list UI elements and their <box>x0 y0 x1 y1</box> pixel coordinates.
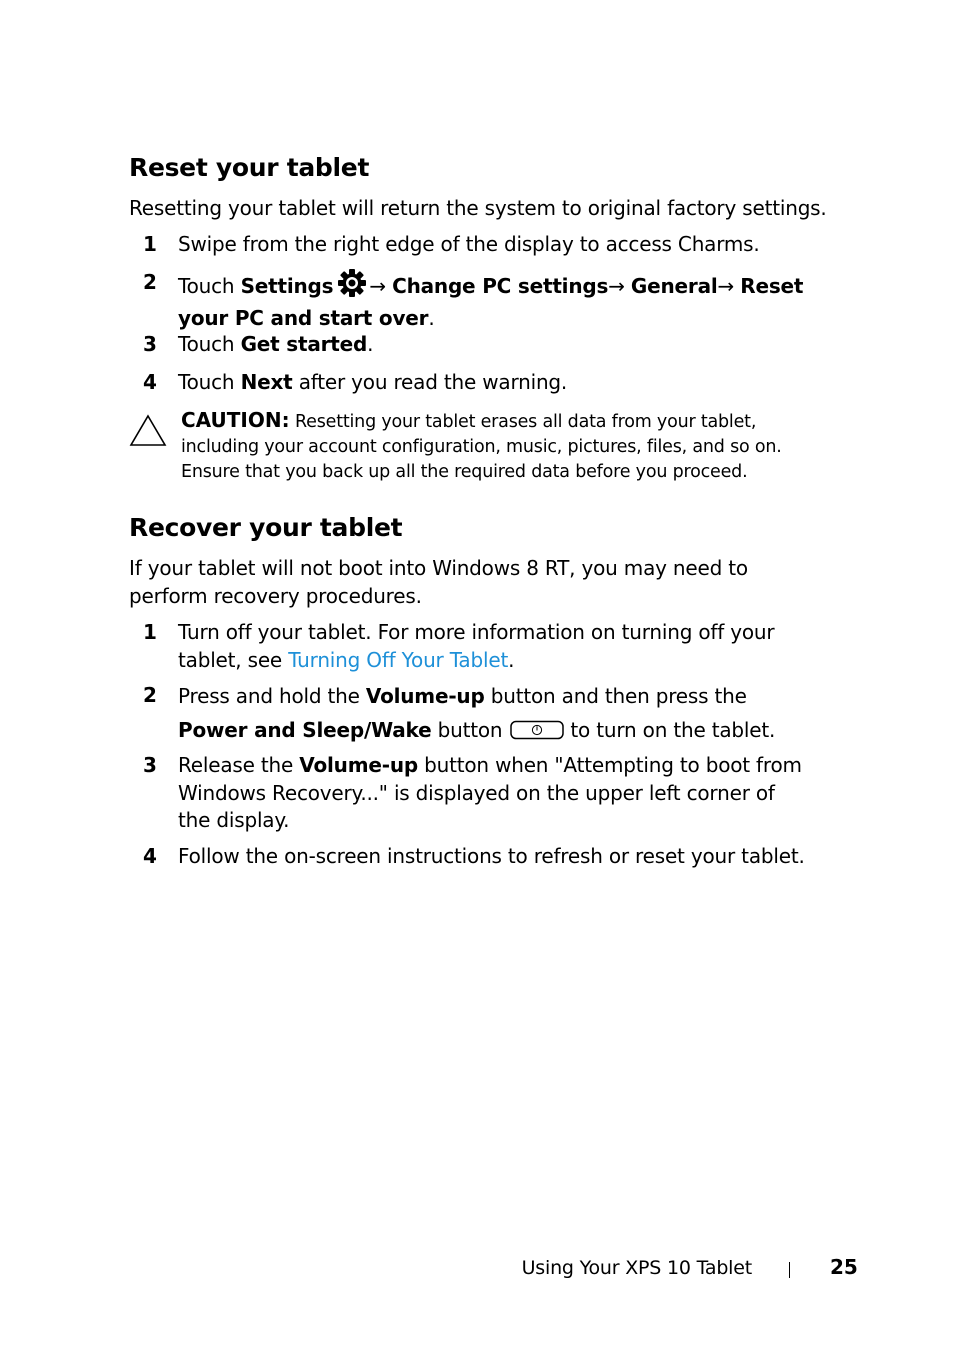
reset-pc-label: your PC and start over <box>178 305 429 330</box>
power-sleep-wake-label: Power and Sleep/Wake <box>178 718 432 742</box>
caution-line-1: Resetting your tablet erases all data from your tablet, <box>289 412 757 432</box>
volume-up-label: Volume-up <box>365 684 485 708</box>
arrow-2: → <box>608 274 631 298</box>
warning-triangle-icon <box>129 414 167 452</box>
reset-step-2-number: 2 <box>143 270 157 294</box>
reset-step-2-text <box>178 269 858 332</box>
recover-heading: Recover your tablet <box>129 513 403 542</box>
reset-step-3-text <box>178 331 858 359</box>
recover-step-3-number: 3 <box>143 753 157 777</box>
reset-step-2-line-1 <box>178 274 803 298</box>
recover-intro-line-2: perform recovery procedures. <box>129 583 422 608</box>
turn-on-text: to turn on the tablet. <box>570 718 776 742</box>
reset-intro: Resetting your tablet will return the system to original factory settings. <box>129 196 827 220</box>
page-number: 25 <box>830 1255 858 1279</box>
recover-step-2-line-1-suffix: button and then press the <box>484 684 747 708</box>
button-text: button <box>431 718 503 742</box>
footer-separator <box>789 1262 790 1278</box>
step-4-suffix: after you read the warning. <box>292 370 568 394</box>
recover-intro <box>129 555 859 610</box>
recover-step-2-text <box>178 679 858 750</box>
turning-off-tablet-link[interactable]: Turning Off Your Tablet <box>288 647 509 672</box>
next-label: Next <box>240 370 293 394</box>
recover-step-4-text: Follow the on-screen instructions to refresh or reset your tablet. <box>178 844 805 868</box>
recover-step-1-text <box>178 619 858 674</box>
caution-line-2: including your account configuration, music, pictures, files, and so on. <box>181 437 782 457</box>
recover-step-3-line-2: Windows Recovery..." is displayed on the upper left corner of <box>178 780 775 805</box>
caution-note <box>181 408 861 485</box>
arrow-3: → <box>717 274 741 298</box>
recover-step-3-line-1-suffix: button when "Attempting to boot from <box>417 753 802 777</box>
caution-line-3: Ensure that you back up all the required data before you proceed. <box>181 462 748 482</box>
reset-step-2-line-2 <box>178 306 434 330</box>
touch-text: Touch <box>178 370 241 394</box>
reset-heading: Reset your tablet <box>129 153 370 182</box>
recover-step-1-line-2: tablet, see <box>178 647 289 672</box>
power-button-icon <box>510 716 564 750</box>
reset-step-3-number: 3 <box>143 332 157 356</box>
period: . <box>367 332 374 356</box>
press-hold-text: Press and hold the <box>178 684 366 708</box>
general-label: General <box>630 274 718 298</box>
recover-intro-line-1: If your tablet will not boot into Windows 8 RT, you may need to <box>129 556 748 580</box>
reset-step-1-text: Swipe from the right edge of the display to access Charms. <box>178 232 760 256</box>
period: . <box>508 647 515 672</box>
recover-step-1-number: 1 <box>143 620 157 644</box>
change-pc-settings-label: Change PC settings <box>392 274 609 298</box>
footer-section-title: Using Your XPS 10 Tablet <box>521 1257 752 1279</box>
caution-label: CAUTION: <box>181 408 290 432</box>
recover-step-3-text <box>178 752 858 835</box>
get-started-label: Get started <box>240 332 368 356</box>
reset-step-4-text <box>178 369 858 397</box>
reset-step-1-number: 1 <box>143 232 157 256</box>
volume-up-label: Volume-up <box>299 753 418 777</box>
gear-icon <box>337 269 367 305</box>
reset-label: Reset <box>740 274 804 298</box>
release-text: Release the <box>178 753 300 777</box>
recover-step-3-line-3: the display. <box>178 808 290 832</box>
recover-step-1-line-1: Turn off your tablet. For more information on turning off your <box>178 620 775 644</box>
arrow-1: → <box>369 274 393 298</box>
settings-label: Settings <box>240 274 334 298</box>
reset-step-4-number: 4 <box>143 370 157 394</box>
period: . <box>428 305 435 330</box>
recover-step-4-number: 4 <box>143 844 157 868</box>
touch-text: Touch <box>178 274 241 298</box>
touch-text: Touch <box>178 332 241 356</box>
recover-step-2-number: 2 <box>143 683 157 707</box>
